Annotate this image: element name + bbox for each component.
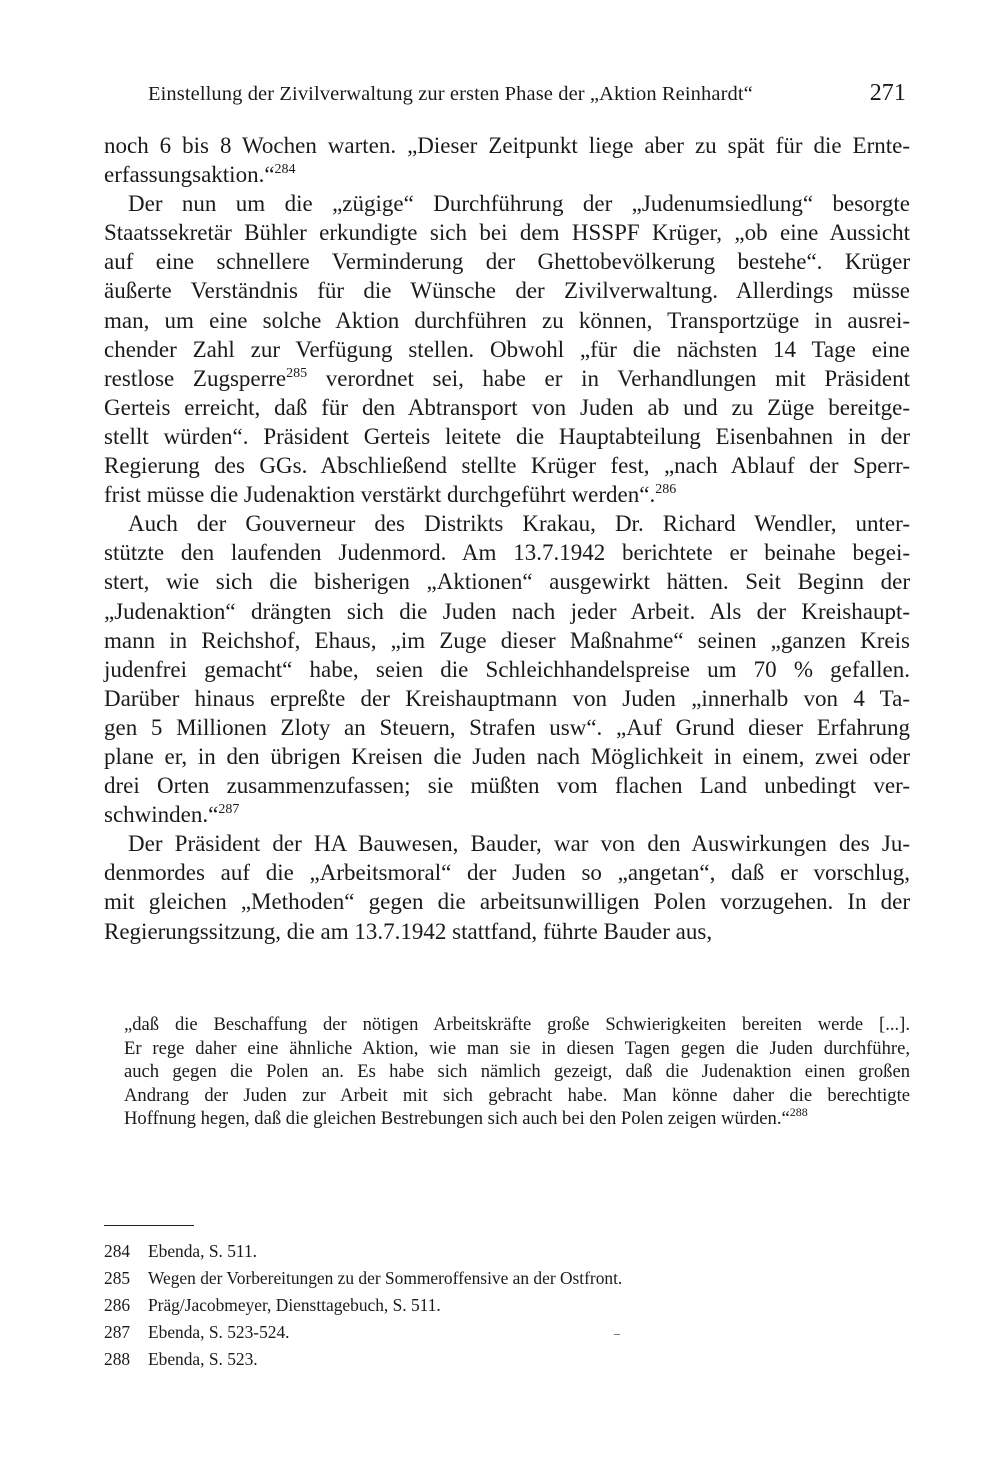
text-line	[104, 247, 910, 276]
text-line	[124, 1060, 910, 1084]
line-text: Hoffnung hegen, daß die gleichen Bestrebungen sich auch bei den Polen zeigen würden.“	[124, 1108, 790, 1130]
text-line	[104, 451, 910, 480]
line-text: frist müsse die Judenaktion verstärkt durchgeführt werden“.	[104, 482, 656, 508]
text-line	[104, 422, 910, 451]
text-line	[104, 306, 910, 335]
footnote-reference: 285	[286, 365, 308, 381]
line-text: drei Orten zusammenzufassen; sie müßten vom flachen Land unbedingt ver-	[104, 773, 910, 799]
footnote-number: 287	[104, 1321, 131, 1342]
line-text-continued: verordnet sei, habe er in Verhandlungen mit Präsident	[307, 365, 910, 391]
footnote-item	[104, 1319, 804, 1346]
running-title: Einstellung der Zivilverwaltung zur ersten Phase der „Aktion Reinhardt“	[148, 83, 753, 105]
line-text: judenfrei gemacht“ habe, seien die Schleichhandelspreise um 70 % gefallen.	[104, 656, 910, 682]
line-text: Der Präsident der HA Bauwesen, Bauder, war von den Auswirkungen des Ju-	[128, 831, 910, 857]
line-text: Regierungssitzung, die am 13.7.1942 stattfand, führte Bauder aus,	[104, 918, 713, 944]
line-text: mit gleichen „Methoden“ gegen die arbeitsunwilligen Polen vorzugehen. In der	[104, 889, 910, 915]
line-text: Der nun um die „zügige“ Durchführung der „Judenumsiedlung“ besorgte	[128, 191, 910, 217]
text-line	[104, 917, 910, 946]
line-text: man, um eine solche Aktion durchführen zu können, Transportzüge in ausrei-	[104, 307, 910, 333]
text-line	[104, 218, 910, 247]
text-line	[104, 655, 910, 684]
text-line	[104, 597, 910, 626]
text-line	[104, 800, 910, 829]
text-line	[104, 393, 910, 422]
footnote-text: Ebenda, S. 523.	[148, 1348, 258, 1369]
text-line	[104, 626, 910, 655]
line-text: auf eine schnellere Verminderung der Ghettobevölkerung bestehe“. Krüger	[104, 249, 910, 275]
line-text: Andrang der Juden zur Arbeit mit sich gebracht habe. Man könne daher die berechtigte	[124, 1084, 910, 1106]
line-text: Darüber hinaus erpreßte der Kreishauptmann von Juden „innerhalb von 4 Ta-	[104, 685, 910, 711]
line-text: stert, wie sich die bisherigen „Aktionen“ ausgewirkt hätten. Seit Beginn der	[104, 569, 910, 595]
line-text: Gerteis erreicht, daß für den Abtransport von Juden ab und zu Züge bereitge-	[104, 394, 910, 420]
block-quote	[124, 1013, 910, 1131]
page-number: 271	[869, 80, 906, 106]
line-text: mann in Reichshof, Ehaus, „im Zuge dieser Maßnahme“ seinen „ganzen Kreis	[104, 627, 910, 653]
text-line	[104, 480, 910, 509]
footnote-item	[104, 1265, 804, 1292]
line-text: denmordes auf die „Arbeitsmoral“ der Juden so „angetan“, daß er vorschlug,	[104, 860, 910, 886]
footnote-reference: 284	[274, 162, 296, 178]
footnote-text: Ebenda, S. 523-524.	[148, 1321, 290, 1342]
text-line	[104, 364, 910, 393]
text-line	[104, 509, 910, 538]
paragraph	[104, 829, 910, 945]
text-line	[104, 131, 910, 160]
text-line	[104, 276, 910, 305]
footnote-text: Präg/Jacobmeyer, Diensttagebuch, S. 511.	[148, 1294, 441, 1315]
text-line	[104, 713, 910, 742]
text-line	[104, 887, 910, 916]
line-text: äußerte Verständnis für die Wünsche der Zivilverwaltung. Allerdings müsse	[104, 278, 910, 304]
footnote-number: 288	[104, 1348, 131, 1369]
text-line	[124, 1084, 910, 1108]
footnote-number: 285	[104, 1267, 131, 1288]
text-line	[104, 538, 910, 567]
line-text: gen 5 Millionen Zloty an Steuern, Strafen usw“. „Auf Grund dieser Erfahrung	[104, 714, 910, 740]
paragraph	[104, 131, 910, 189]
line-text: erfassungsaktion.“	[104, 162, 275, 188]
line-text: chender Zahl zur Verfügung stellen. Obwohl „für die nächsten 14 Tage eine	[104, 336, 910, 362]
book-page	[104, 0, 910, 1457]
footnotes	[104, 1238, 804, 1372]
text-line	[104, 742, 910, 771]
line-text: stellt würden“. Präsident Gerteis leitete die Hauptabteilung Eisenbahnen in der	[104, 423, 910, 449]
footnote-text: Ebenda, S. 511.	[148, 1241, 257, 1261]
line-text: noch 6 bis 8 Wochen warten. „Dieser Zeitpunkt liege aber zu spät für die Ernte-	[104, 133, 910, 158]
footnote-item	[104, 1238, 804, 1265]
line-text: plane er, in den übrigen Kreisen die Juden nach Möglichkeit in einem, zwei oder	[104, 743, 910, 769]
footnote-reference: 286	[655, 482, 677, 498]
text-line	[104, 567, 910, 596]
footnote-number: 286	[104, 1294, 131, 1315]
line-text: Auch der Gouverneur des Distrikts Krakau, Dr. Richard Wendler, unter-	[128, 511, 910, 537]
running-header	[148, 80, 910, 120]
line-text: „Judenaktion“ drängten sich die Juden nach jeder Arbeit. Als der Kreishaupt-	[104, 598, 910, 624]
text-line	[104, 858, 910, 887]
text-line	[104, 189, 910, 218]
text-line	[104, 335, 910, 364]
footnote-item	[104, 1346, 804, 1373]
line-text: auch gegen die Polen an. Es habe sich nämlich gezeigt, daß die Judenaktion einen großen	[124, 1061, 910, 1083]
footnote-text: Wegen der Vorbereitungen zu der Sommeroffensive an der Ostfront.	[148, 1267, 623, 1288]
text-line	[104, 160, 910, 189]
text-line	[124, 1037, 910, 1061]
text-line	[124, 1107, 910, 1131]
footnote-item	[104, 1292, 804, 1319]
text-line	[124, 1013, 910, 1037]
scan-artifact	[614, 1334, 620, 1335]
line-text: schwinden.“	[104, 802, 219, 828]
paragraph	[104, 509, 910, 829]
body-text	[104, 131, 910, 946]
text-line	[104, 771, 910, 800]
line-text: „daß die Beschaffung der nötigen Arbeitskräfte große Schwierigkeiten bereiten werde [...].	[124, 1014, 910, 1035]
footnote-separator	[104, 1225, 194, 1226]
footnote-number: 284	[104, 1241, 131, 1261]
text-line	[104, 829, 910, 858]
line-text: Staatssekretär Bühler erkundigte sich bei dem HSSPF Krüger, „ob eine Aussicht	[104, 220, 910, 246]
line-text: Er rege daher eine ähnliche Aktion, wie man sie in diesen Tagen gegen die Juden durchführe,	[124, 1037, 910, 1059]
footnote-reference: 288	[789, 1105, 808, 1120]
line-text: restlose Zugsperre	[104, 365, 287, 391]
footnote-reference: 287	[218, 802, 240, 818]
line-text: stützte den laufenden Judenmord. Am 13.7.1942 berichtete er beinahe begei-	[104, 540, 910, 566]
line-text: Regierung des GGs. Abschließend stellte Krüger fest, „nach Ablauf der Sperr-	[104, 453, 910, 479]
paragraph	[104, 189, 910, 509]
text-line	[104, 684, 910, 713]
